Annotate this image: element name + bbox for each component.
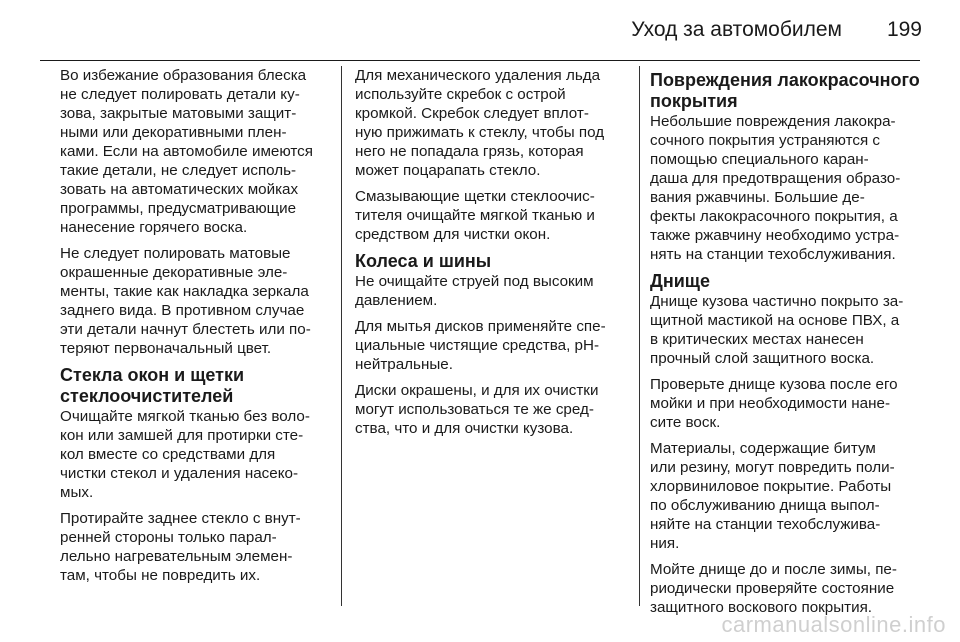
text-line: кромкой. Скребок следует вплот-: [355, 105, 589, 122]
paragraph: [355, 187, 629, 244]
paragraph: [650, 375, 926, 432]
page-header: [0, 0, 960, 60]
text-line: риодически проверяйте состояние: [650, 580, 895, 597]
text-line: зовать на автоматических мойках: [60, 181, 299, 198]
text-line: заднего вида. В противном случае: [60, 302, 305, 319]
text-line: ную прижимать к стеклу, чтобы под: [355, 124, 605, 141]
text-line: няйте на станции техобслужива-: [650, 516, 881, 533]
text-line: чистки стекол и удаления насеко-: [60, 465, 299, 482]
text-line: нейтральные.: [355, 356, 453, 373]
text-line: может поцарапать стекло.: [355, 162, 541, 179]
text-column-1: [60, 66, 332, 606]
text-line: в критических местах нанесен: [650, 331, 864, 348]
text-line: Материалы, содержащие битум: [650, 440, 876, 457]
text-line: нанесение горячего воска.: [60, 219, 248, 236]
paragraph: [355, 381, 629, 438]
column-divider-2: [639, 66, 640, 606]
paragraph: [650, 560, 926, 617]
paragraph: [60, 244, 332, 358]
text-line: покрытия: [650, 91, 738, 111]
text-line: программы, предусматривающие: [60, 200, 297, 217]
header-divider: [40, 60, 920, 61]
text-line: не следует полировать детали ку-: [60, 86, 300, 103]
text-line: хлорвиниловое покрытие. Работы: [650, 478, 892, 495]
text-line: Не следует полировать матовые: [60, 245, 291, 262]
text-line: могут использоваться те же сред-: [355, 401, 594, 418]
text-line: Протирайте заднее стекло с внут-: [60, 510, 301, 527]
text-line: даша для предотвращения образо-: [650, 170, 901, 187]
text-line: Диски окрашены, и для их очистки: [355, 382, 599, 399]
page-title: Уход за автомобилем: [631, 18, 842, 41]
text-line: прочный слой защитного воска.: [650, 350, 875, 367]
text-line: Колеса и шины: [355, 251, 492, 271]
column-divider-1: [341, 66, 342, 606]
text-line: по обслуживанию днища выпол-: [650, 497, 880, 514]
text-line: фекты лакокрасочного покрытия, а: [650, 208, 898, 225]
text-line: Проверьте днище кузова после его: [650, 376, 898, 393]
paragraph: [355, 272, 629, 310]
text-column-3: [650, 66, 926, 616]
section-heading: [60, 365, 332, 407]
paragraph: [355, 66, 629, 180]
text-line: зова, закрытые матовыми защит-: [60, 105, 297, 122]
text-line: Для мытья дисков применяйте спе-: [355, 318, 606, 335]
text-line: вания ржавчины. Большие де-: [650, 189, 865, 206]
text-line: также ржавчину необходимо устра-: [650, 227, 900, 244]
text-line: Для механического удаления льда: [355, 67, 601, 84]
text-line: окрашенные декоративные эле-: [60, 264, 288, 281]
text-line: тителя очищайте мягкой тканью и: [355, 207, 595, 224]
text-line: Днище кузова частично покрыто за-: [650, 293, 904, 310]
text-line: менты, такие как накладка зеркала: [60, 283, 309, 300]
text-line: Во избежание образования блеска: [60, 67, 307, 84]
text-line: щитной мастикой на основе ПВХ, а: [650, 312, 900, 329]
text-line: кол вместе со средствами для: [60, 446, 276, 463]
text-line: Мойте днище до и после зимы, пе-: [650, 561, 897, 578]
section-heading: [355, 251, 629, 272]
paragraph: [60, 407, 332, 502]
text-line: циальные чистящие средства, pH-: [355, 337, 600, 354]
watermark[interactable]: carmanualsonline.info: [721, 612, 946, 637]
text-line: эти детали начнут блестеть или по-: [60, 321, 311, 338]
text-line: защитного воскового покрытия.: [650, 599, 873, 616]
text-line: Небольшие повреждения лакокра-: [650, 113, 896, 130]
page-number: 199: [886, 18, 922, 41]
text-line: используйте скребок с острой: [355, 86, 566, 103]
paragraph: [60, 509, 332, 585]
text-line: такие детали, не следует исполь-: [60, 162, 297, 179]
text-column-2: [355, 66, 629, 606]
text-line: Повреждения лакокрасочного: [650, 70, 920, 90]
paragraph: [60, 66, 332, 237]
text-line: лельно нагревательным элемен-: [60, 548, 293, 565]
paragraph: [650, 112, 926, 264]
text-line: ренней стороны только парал-: [60, 529, 277, 546]
paragraph: [355, 317, 629, 374]
text-line: него не попадала грязь, которая: [355, 143, 584, 160]
text-line: ния.: [650, 535, 680, 552]
text-line: Очищайте мягкой тканью без воло-: [60, 408, 310, 425]
text-line: там, чтобы не повредить их.: [60, 567, 261, 584]
text-line: ками. Если на автомобиле имеются: [60, 143, 314, 160]
text-line: сите воск.: [650, 414, 721, 431]
text-line: теряют первоначальный цвет.: [60, 340, 272, 357]
text-line: мых.: [60, 484, 94, 501]
section-heading: [650, 70, 926, 112]
text-line: нять на станции техобслуживания.: [650, 246, 896, 263]
text-line: давлением.: [355, 292, 438, 309]
paragraph: [650, 292, 926, 368]
text-line: средством для чистки окон.: [355, 226, 551, 243]
text-line: Стекла окон и щетки: [60, 365, 245, 385]
paragraph: [650, 439, 926, 553]
text-line: кон или замшей для протирки сте-: [60, 427, 304, 444]
section-heading: [650, 271, 926, 292]
text-line: Не очищайте струей под высоким: [355, 273, 594, 290]
text-line: мойки и при необходимости нане-: [650, 395, 891, 412]
text-line: стеклоочистителей: [60, 386, 234, 406]
text-line: ными или декоративными плен-: [60, 124, 287, 141]
text-line: Днище: [650, 271, 710, 291]
text-line: помощью специального каран-: [650, 151, 869, 168]
text-line: ства, что и для очистки кузова.: [355, 420, 574, 437]
text-line: Смазывающие щетки стеклоочис-: [355, 188, 595, 205]
text-line: или резину, могут повредить поли-: [650, 459, 895, 476]
text-line: сочного покрытия устраняются с: [650, 132, 881, 149]
